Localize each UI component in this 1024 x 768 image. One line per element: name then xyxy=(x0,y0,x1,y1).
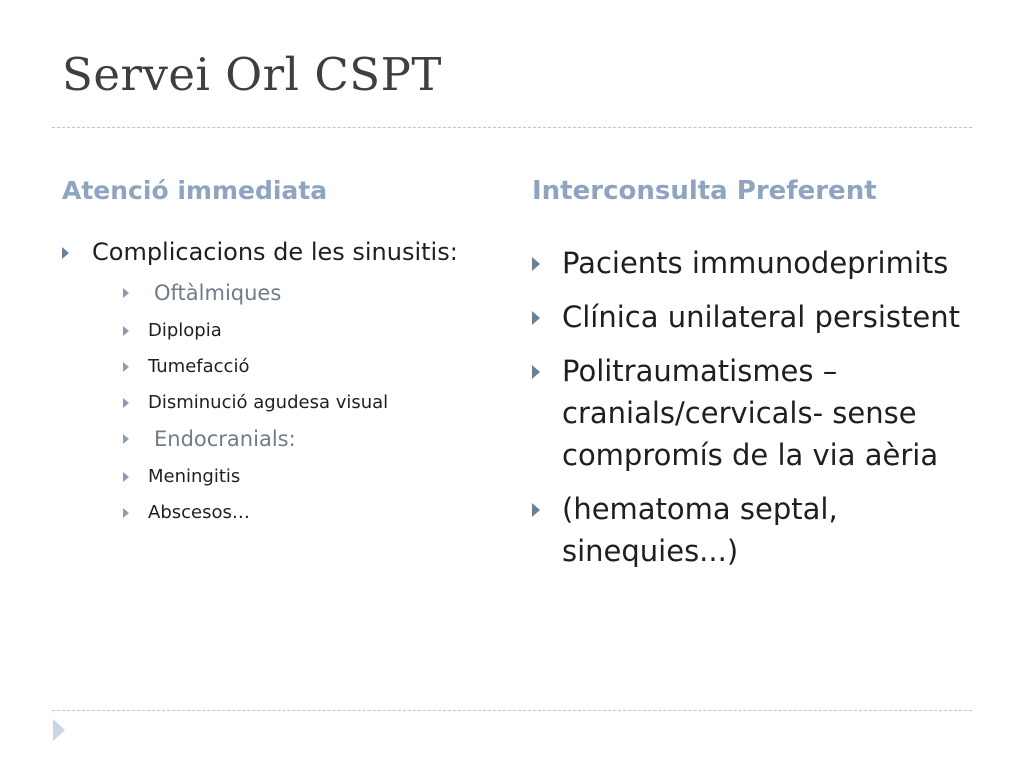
triangle-bullet-icon xyxy=(123,288,129,298)
right-bullet-list xyxy=(532,242,982,572)
sublist-endocranial-items xyxy=(123,465,482,525)
list-item xyxy=(123,319,482,343)
chevron-right-icon xyxy=(50,716,70,744)
list-item-label: Disminució agudesa visual xyxy=(148,392,389,413)
list-item-label: (hematoma septal, sinequies...) xyxy=(562,492,838,568)
list-item xyxy=(532,488,982,572)
list-item-endocranials xyxy=(123,425,482,453)
list-item xyxy=(532,242,982,284)
left-column xyxy=(62,176,482,525)
list-item-oftalmiques xyxy=(123,279,482,307)
top-divider xyxy=(52,127,972,128)
list-item-label: Meningitis xyxy=(148,466,241,487)
triangle-bullet-icon xyxy=(62,247,69,259)
left-bullet-list xyxy=(62,235,482,269)
triangle-bullet-icon xyxy=(532,311,540,325)
list-item xyxy=(123,465,482,489)
list-item-label: Pacients immunodeprimits xyxy=(562,246,949,280)
triangle-bullet-icon xyxy=(123,326,129,336)
triangle-bullet-icon xyxy=(123,434,129,444)
list-item xyxy=(532,350,982,476)
sublist-endocranial xyxy=(123,425,482,453)
list-item xyxy=(123,391,482,415)
triangle-bullet-icon xyxy=(532,365,540,379)
list-item-label: Clínica unilateral persistent xyxy=(562,300,960,334)
sublist-ophthalmic-items xyxy=(123,319,482,415)
right-column-heading: Interconsulta Preferent xyxy=(532,176,877,206)
left-column-heading: Atenció immediata xyxy=(62,176,328,205)
triangle-bullet-icon xyxy=(123,362,129,372)
list-item-label: Complicacions de les sinusitis: xyxy=(92,238,458,266)
list-item-label: Diplopia xyxy=(148,320,222,341)
sublist-ophthalmic xyxy=(123,279,482,307)
list-item-label: Politraumatismes – cranials/cervicals- sense compromís de la via aèria xyxy=(562,354,939,472)
list-item-complications xyxy=(62,235,482,269)
triangle-bullet-icon xyxy=(532,503,540,517)
list-item xyxy=(123,501,482,525)
list-item-label: Endocranials: xyxy=(154,427,296,451)
list-item-label: Tumefacció xyxy=(148,356,250,377)
list-item xyxy=(123,355,482,379)
slide-title: Servei Orl CSPT xyxy=(62,48,442,101)
right-column xyxy=(532,176,982,572)
triangle-bullet-icon xyxy=(532,257,540,271)
list-item-label: Abscesos… xyxy=(148,502,250,523)
triangle-bullet-icon xyxy=(123,508,129,518)
triangle-bullet-icon xyxy=(123,398,129,408)
list-item xyxy=(532,296,982,338)
triangle-bullet-icon xyxy=(123,472,129,482)
list-item-label: Oftàlmiques xyxy=(154,281,282,305)
bottom-divider xyxy=(52,710,972,711)
